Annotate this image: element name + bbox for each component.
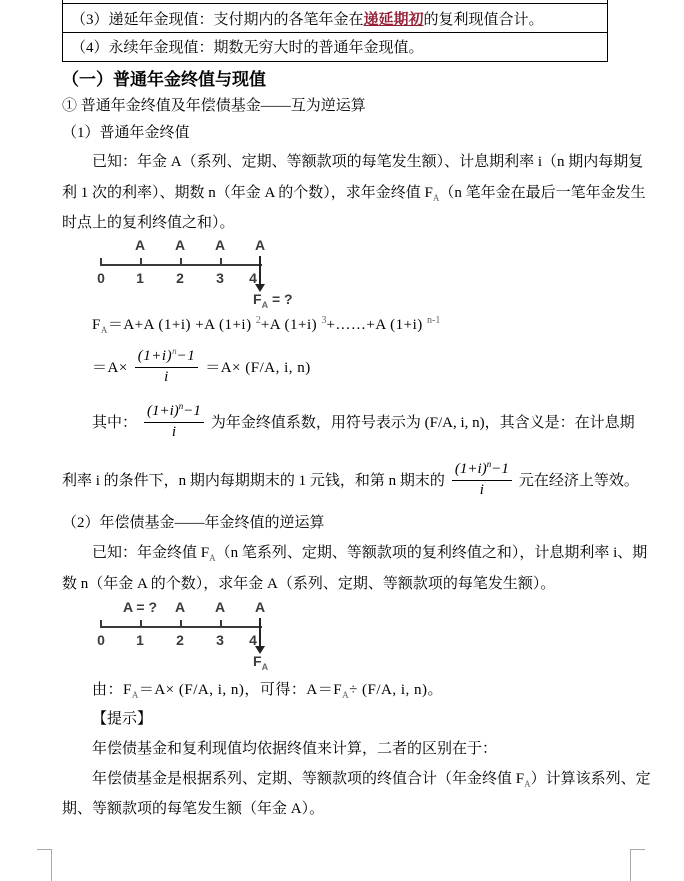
text: 由：F — [92, 682, 132, 698]
row-text: （3）递延年金现值：支付期内的各笔年金在 — [71, 11, 364, 28]
text: 为年金终值系数，用符号表示为 (F/A, i, n)，其含义是：在计息期 — [210, 414, 635, 431]
paragraph-known-fv-line3: 时点上的复利终值之和）。 — [62, 215, 235, 231]
denominator: i — [171, 423, 177, 440]
hint-paragraph-2-line1 — [92, 767, 651, 789]
numerator: (1+i) — [147, 403, 179, 420]
tick-mark — [140, 620, 142, 627]
down-arrow-icon — [259, 618, 261, 646]
text: F — [92, 317, 101, 333]
tick-label: 3 — [216, 270, 224, 286]
timeline-payment-label: A — [174, 237, 186, 253]
denominator: i — [164, 368, 169, 385]
fraction — [135, 346, 198, 386]
timeline-payment-label: A = ? — [122, 599, 158, 615]
text: 利率 i 的条件下，n 期内每期期末的 1 元钱，和第 n 期末的 — [62, 472, 445, 489]
table-row-deferred-annuity — [63, 3, 607, 33]
text: ÷ (F/A, i, n)。 — [349, 682, 444, 698]
numerator: (1+i) — [454, 461, 487, 478]
timeline-payment-label: A — [254, 237, 266, 253]
tick-mark — [140, 258, 142, 265]
tick-mark — [180, 620, 182, 627]
text: ＝A+A (1+i) +A (1+i) — [107, 317, 256, 333]
paragraph-known-fv-line1: 已知：年金 A（系列、定期、等额款项的每笔发生额）、计息期利率 i（n 期内每期复 — [92, 154, 644, 170]
page-corner-mark-right — [630, 849, 645, 881]
tick-label: 3 — [216, 632, 224, 648]
paragraph-coefficient-line2 — [62, 456, 639, 502]
subscript: A — [131, 690, 139, 700]
superscript: 2 — [255, 315, 261, 326]
superscript: n — [178, 401, 184, 412]
circled-list-item: ① 普通年金终值及年偿债基金——互为逆运算 — [62, 98, 366, 114]
subscript: A — [261, 299, 269, 310]
subscript: A — [342, 690, 350, 700]
text: ＝A× (F/A, i, n)，可得：A＝F — [138, 682, 343, 698]
formula-fv-coefficient — [92, 342, 311, 390]
text: 年偿债基金是根据系列、定期、等额款项的终值合计（年金终值 F — [92, 771, 525, 787]
text: = ? — [268, 291, 293, 307]
timeline-payment-label: A — [214, 599, 226, 615]
paragraph-known-fv-line2 — [62, 181, 646, 203]
text: 元在经济上等效。 — [518, 472, 639, 489]
subscript: A — [209, 553, 216, 563]
fraction — [144, 401, 204, 441]
timeline-payment-label: A — [214, 237, 226, 253]
tick-label: 2 — [176, 270, 184, 286]
paragraph-coefficient-line1 — [92, 398, 635, 444]
tick-mark — [180, 258, 182, 265]
text: 其中： — [92, 414, 138, 431]
paragraph-known-sf-line2: 数 n（年金 A 的个数），求年金 A（系列、定期、等额款项的每笔发生额）。 — [62, 576, 556, 592]
text: +A (1+i) — [260, 317, 322, 333]
tick-mark — [100, 258, 102, 265]
page-corner-mark-left — [37, 849, 52, 881]
table-row-perpetuity — [63, 33, 607, 59]
subscript: A — [524, 779, 531, 789]
tick-mark — [220, 620, 222, 627]
tick-label: 1 — [136, 632, 144, 648]
text: ＝A× (F/A, i, n) — [205, 359, 311, 376]
tick-mark — [100, 620, 102, 627]
numerator: −1 — [176, 348, 196, 365]
text: F — [253, 653, 262, 669]
text: F — [253, 291, 262, 307]
subsection-title-fv: （1）普通年金终值 — [62, 125, 190, 141]
text: ＝A× — [92, 359, 128, 376]
fraction — [452, 459, 512, 499]
row-text: 的复利现值合计。 — [423, 11, 544, 28]
subsection-title-sinking-fund: （2）年偿债基金——年金终值的逆运算 — [62, 515, 325, 531]
tick-label: 0 — [97, 632, 105, 648]
subscript: A — [100, 325, 108, 335]
numerator: −1 — [183, 403, 201, 420]
tick-mark — [220, 258, 222, 265]
hint-title: 【提示】 — [92, 711, 153, 727]
numerator: −1 — [491, 461, 509, 478]
down-arrow-icon — [259, 256, 261, 284]
subscript: A — [261, 661, 269, 672]
tick-label: 4 — [249, 270, 257, 286]
future-value-label — [253, 653, 268, 672]
tick-label: 1 — [136, 270, 144, 286]
superscript: n — [172, 346, 177, 357]
future-value-label — [253, 291, 293, 310]
note-table — [62, 0, 608, 62]
formula-sinking-fund — [92, 678, 443, 700]
section-heading: （一）普通年金终值与现值 — [62, 70, 266, 89]
timeline-payment-label: A — [174, 599, 186, 615]
formula-fv-expansion — [92, 313, 440, 335]
timeline-annuity-fv — [97, 236, 300, 310]
highlight-term: 递延期初 — [363, 11, 424, 28]
hint-paragraph-2-line2: 期、等额款项的每笔发生额（年金 A）。 — [62, 801, 325, 817]
text: 利 1 次的利率）、期数 n（年金 A 的个数），求年金终值 F — [62, 185, 433, 201]
superscript: 3 — [321, 315, 327, 326]
tick-label: 0 — [97, 270, 105, 286]
row-text: （4）永续年金现值：期数无穷大时的普通年金现值。 — [71, 39, 424, 56]
timeline-payment-label: A — [134, 237, 146, 253]
text: 已知：年金终值 F — [92, 545, 210, 561]
text: （n 笔年金在最后一笔年金发生 — [439, 185, 646, 201]
hint-paragraph-1: 年偿债基金和复利现值均依据终值来计算，二者的区别在于： — [92, 741, 498, 757]
tick-label: 4 — [249, 632, 257, 648]
tick-label: 2 — [176, 632, 184, 648]
numerator: (1+i) — [137, 348, 173, 365]
superscript: n-1 — [426, 315, 441, 326]
timeline-payment-label: A — [254, 599, 266, 615]
text: ）计算该系列、定 — [530, 771, 651, 787]
paragraph-known-sf-line1 — [92, 541, 647, 563]
superscript: n — [486, 459, 492, 470]
timeline-sinking-fund — [97, 598, 300, 672]
subscript: A — [432, 193, 440, 203]
denominator: i — [479, 481, 484, 498]
text: +……+A (1+i) — [326, 317, 427, 333]
text: （n 笔系列、定期、等额款项的复利终值之和），计息期利率 i、期 — [215, 545, 648, 561]
